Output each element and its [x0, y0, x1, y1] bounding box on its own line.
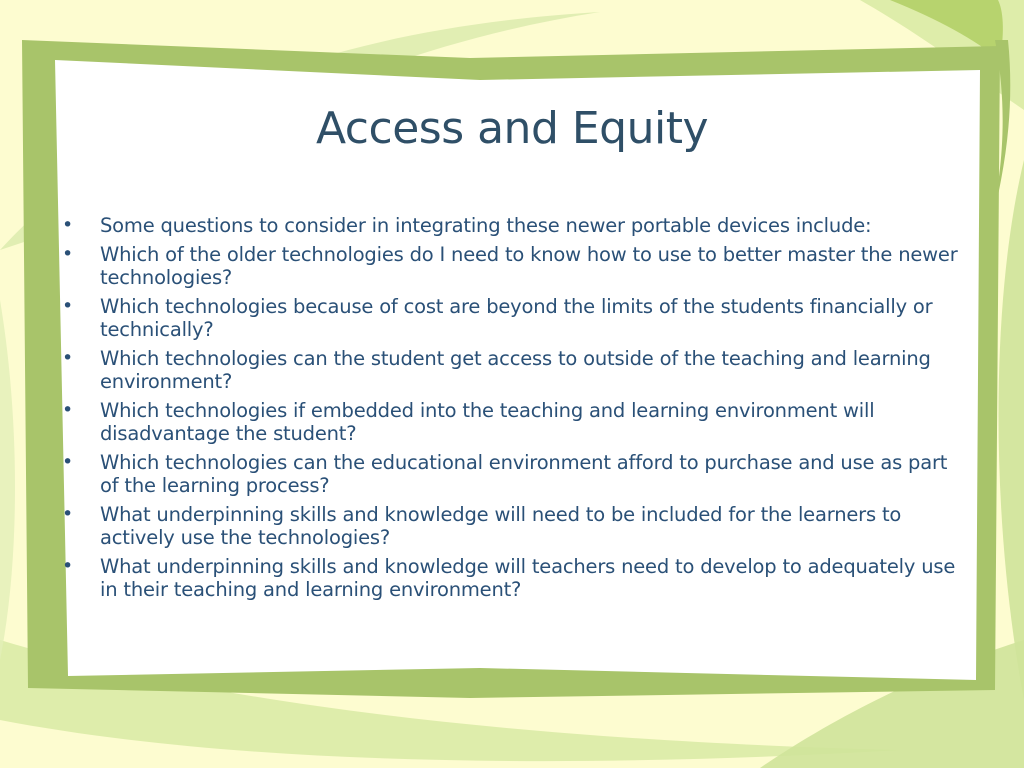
bullet-text: Which technologies if embedded into the teaching and learning environment will disadvantage the student? — [100, 398, 875, 445]
bullet-list — [58, 214, 970, 607]
bullet-text: Which technologies can the student get access to outside of the teaching and learning environment? — [100, 346, 931, 393]
bullet-dot-icon: • — [62, 242, 74, 265]
bullet-text: Which technologies can the educational environment afford to purchase and use as part of the learning process? — [100, 450, 948, 497]
bullet-dot-icon: • — [62, 346, 74, 369]
bullet-dot-icon: • — [62, 502, 74, 525]
bullet-item — [58, 295, 970, 342]
bullet-item — [58, 555, 970, 602]
bullet-text: What underpinning skills and knowledge will teachers need to develop to adequately use in their teaching and learning environment? — [100, 554, 956, 601]
bullet-dot-icon: • — [62, 294, 74, 317]
bullet-dot-icon: • — [62, 450, 74, 473]
bullet-dot-icon: • — [62, 214, 74, 236]
bullet-dot-icon: • — [62, 398, 74, 421]
bullet-item — [58, 451, 970, 498]
bullet-item — [58, 503, 970, 550]
bullet-item — [58, 399, 970, 446]
bullet-text: Which technologies because of cost are beyond the limits of the students financially or technically? — [100, 294, 933, 341]
bullet-item — [58, 243, 970, 290]
bullet-dot-icon: • — [62, 554, 74, 577]
slide-title: Access and Equity — [315, 103, 708, 154]
bullet-item — [58, 214, 970, 238]
bullet-text: Some questions to consider in integrating these newer portable devices include: — [100, 214, 872, 237]
bullet-text: What underpinning skills and knowledge will need to be included for the learners to actively use the technologies? — [100, 502, 902, 549]
bullet-item — [58, 347, 970, 394]
bullet-text: Which of the older technologies do I need to know how to use to better master the newer technologies? — [100, 242, 958, 289]
